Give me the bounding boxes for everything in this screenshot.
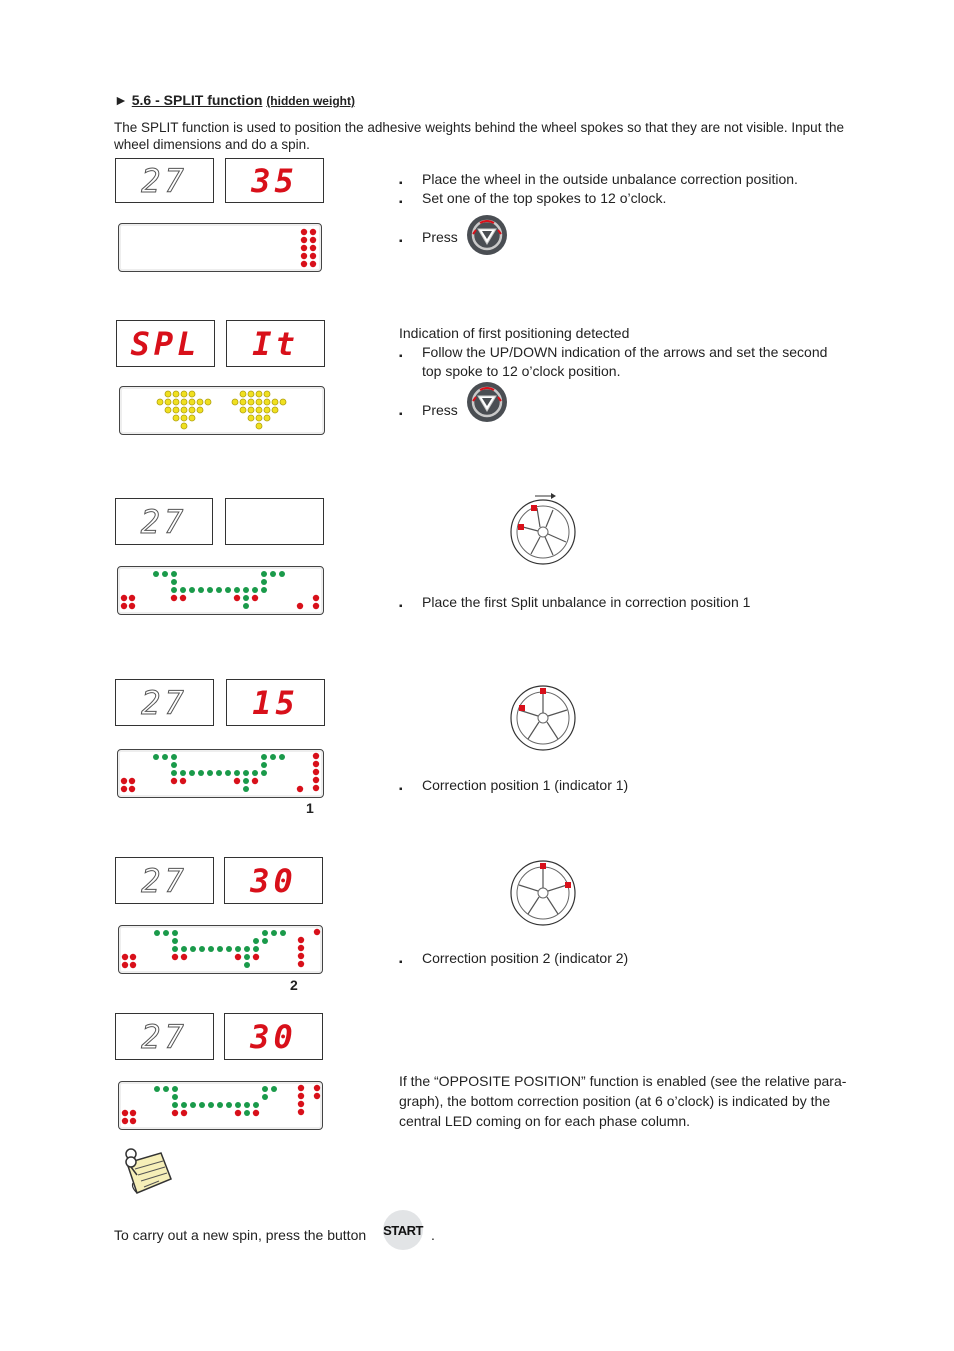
bullet-marker: ▪ bbox=[399, 409, 403, 420]
enter-button-icon bbox=[466, 381, 508, 423]
step1-bullet-2: Set one of the top spokes to 12 o’clock. bbox=[422, 190, 667, 206]
wheel-icon-graphic bbox=[507, 683, 577, 753]
step2-heading: Indication of first positioning detected bbox=[399, 325, 630, 341]
wheel-icon-graphic bbox=[507, 490, 577, 568]
pinned-note-icon bbox=[113, 1143, 175, 1198]
step4-bullet: Correction position 1 (indicator 1) bbox=[422, 777, 629, 793]
step1-press-label: Press bbox=[422, 229, 458, 245]
wheel-icon bbox=[507, 490, 577, 573]
step2-press-label: Press bbox=[422, 402, 458, 418]
display-right bbox=[226, 679, 325, 726]
led-panel bbox=[119, 386, 325, 435]
section-title: 5.6 - SPLIT function bbox=[131, 92, 263, 108]
display-right-value bbox=[226, 499, 323, 544]
led-arrows-down bbox=[120, 387, 324, 434]
display-left bbox=[115, 857, 214, 904]
bullet-marker: ▪ bbox=[399, 784, 403, 795]
led-panel bbox=[117, 566, 324, 615]
display-left-value: SPL bbox=[130, 324, 201, 363]
display-left-value: 27 bbox=[141, 1017, 188, 1056]
display-right-value: 30 bbox=[250, 1017, 297, 1056]
section-heading bbox=[114, 92, 355, 108]
enter-button[interactable] bbox=[466, 381, 508, 428]
display-right bbox=[225, 158, 324, 203]
step1-bullet-1: Place the wheel in the outside unbalance correction position. bbox=[422, 171, 798, 187]
display-right-value: It bbox=[252, 324, 299, 363]
indicator-number: 1 bbox=[306, 800, 314, 816]
display-right bbox=[226, 320, 325, 367]
display-left-value: 27 bbox=[141, 161, 188, 200]
led-matrix bbox=[118, 567, 323, 614]
display-left-value: 27 bbox=[141, 861, 188, 900]
display-left bbox=[115, 498, 213, 545]
led-panel bbox=[118, 925, 323, 974]
bullet-marker: ▪ bbox=[399, 236, 403, 247]
display-right-value: 30 bbox=[250, 861, 297, 900]
display-left bbox=[115, 158, 214, 203]
opposite-note-line3: central LED coming on for each phase column. bbox=[399, 1113, 691, 1129]
note-icon bbox=[113, 1143, 175, 1203]
footer-text: To carry out a new spin, press the button bbox=[114, 1227, 367, 1243]
opposite-note-line1: If the “OPPOSITE POSITION” function is enabled (see the relative para- bbox=[399, 1073, 847, 1089]
section-subtitle: (hidden weight) bbox=[266, 94, 355, 108]
step2-bullet-line1: Follow the UP/DOWN indication of the arrows and set the second bbox=[422, 344, 828, 360]
wheel-icon bbox=[507, 683, 577, 758]
opposite-note-line2: graph), the bottom correction position (at 6 o’clock) is indicated by the bbox=[399, 1093, 831, 1109]
bullet-marker: ▪ bbox=[399, 351, 403, 362]
led-matrix bbox=[119, 224, 321, 271]
display-right-value: 15 bbox=[252, 683, 299, 722]
enter-button-icon bbox=[466, 214, 508, 256]
display-left bbox=[116, 320, 215, 367]
display-left-value: 27 bbox=[141, 683, 188, 722]
led-matrix bbox=[119, 926, 322, 973]
bullet-marker: ▪ bbox=[399, 178, 403, 189]
display-right bbox=[224, 857, 323, 904]
display-left-value: 27 bbox=[140, 502, 188, 541]
led-matrix bbox=[119, 1082, 322, 1129]
bullet-marker: ▪ bbox=[399, 601, 403, 612]
step3-bullet: Place the first Split unbalance in correction position 1 bbox=[422, 594, 751, 610]
heading-arrow-icon: ► bbox=[114, 92, 128, 108]
display-right bbox=[224, 1013, 323, 1060]
display-left bbox=[115, 1013, 214, 1060]
footer-period: . bbox=[431, 1227, 435, 1243]
led-panel bbox=[118, 1081, 323, 1130]
bullet-marker: ▪ bbox=[399, 197, 403, 208]
bullet-marker: ▪ bbox=[399, 957, 403, 968]
led-panel bbox=[117, 749, 324, 798]
step5-bullet: Correction position 2 (indicator 2) bbox=[422, 950, 629, 966]
intro-paragraph: The SPLIT function is used to position the adhesive weights behind the wheel spokes so that they are not visible. Input the wheel dimensions and do a spin. bbox=[114, 120, 844, 152]
display-left bbox=[115, 679, 214, 726]
step2-bullet-line2: top spoke to 12 o’clock position. bbox=[422, 363, 621, 379]
indicator-number: 2 bbox=[290, 977, 298, 993]
wheel-icon bbox=[507, 858, 577, 933]
led-matrix bbox=[118, 750, 323, 797]
display-right-value: 35 bbox=[251, 161, 298, 200]
start-button[interactable]: START bbox=[383, 1210, 423, 1250]
display-right bbox=[225, 498, 324, 545]
led-panel bbox=[118, 223, 322, 272]
wheel-icon-graphic bbox=[507, 858, 577, 928]
enter-button[interactable] bbox=[466, 214, 508, 261]
